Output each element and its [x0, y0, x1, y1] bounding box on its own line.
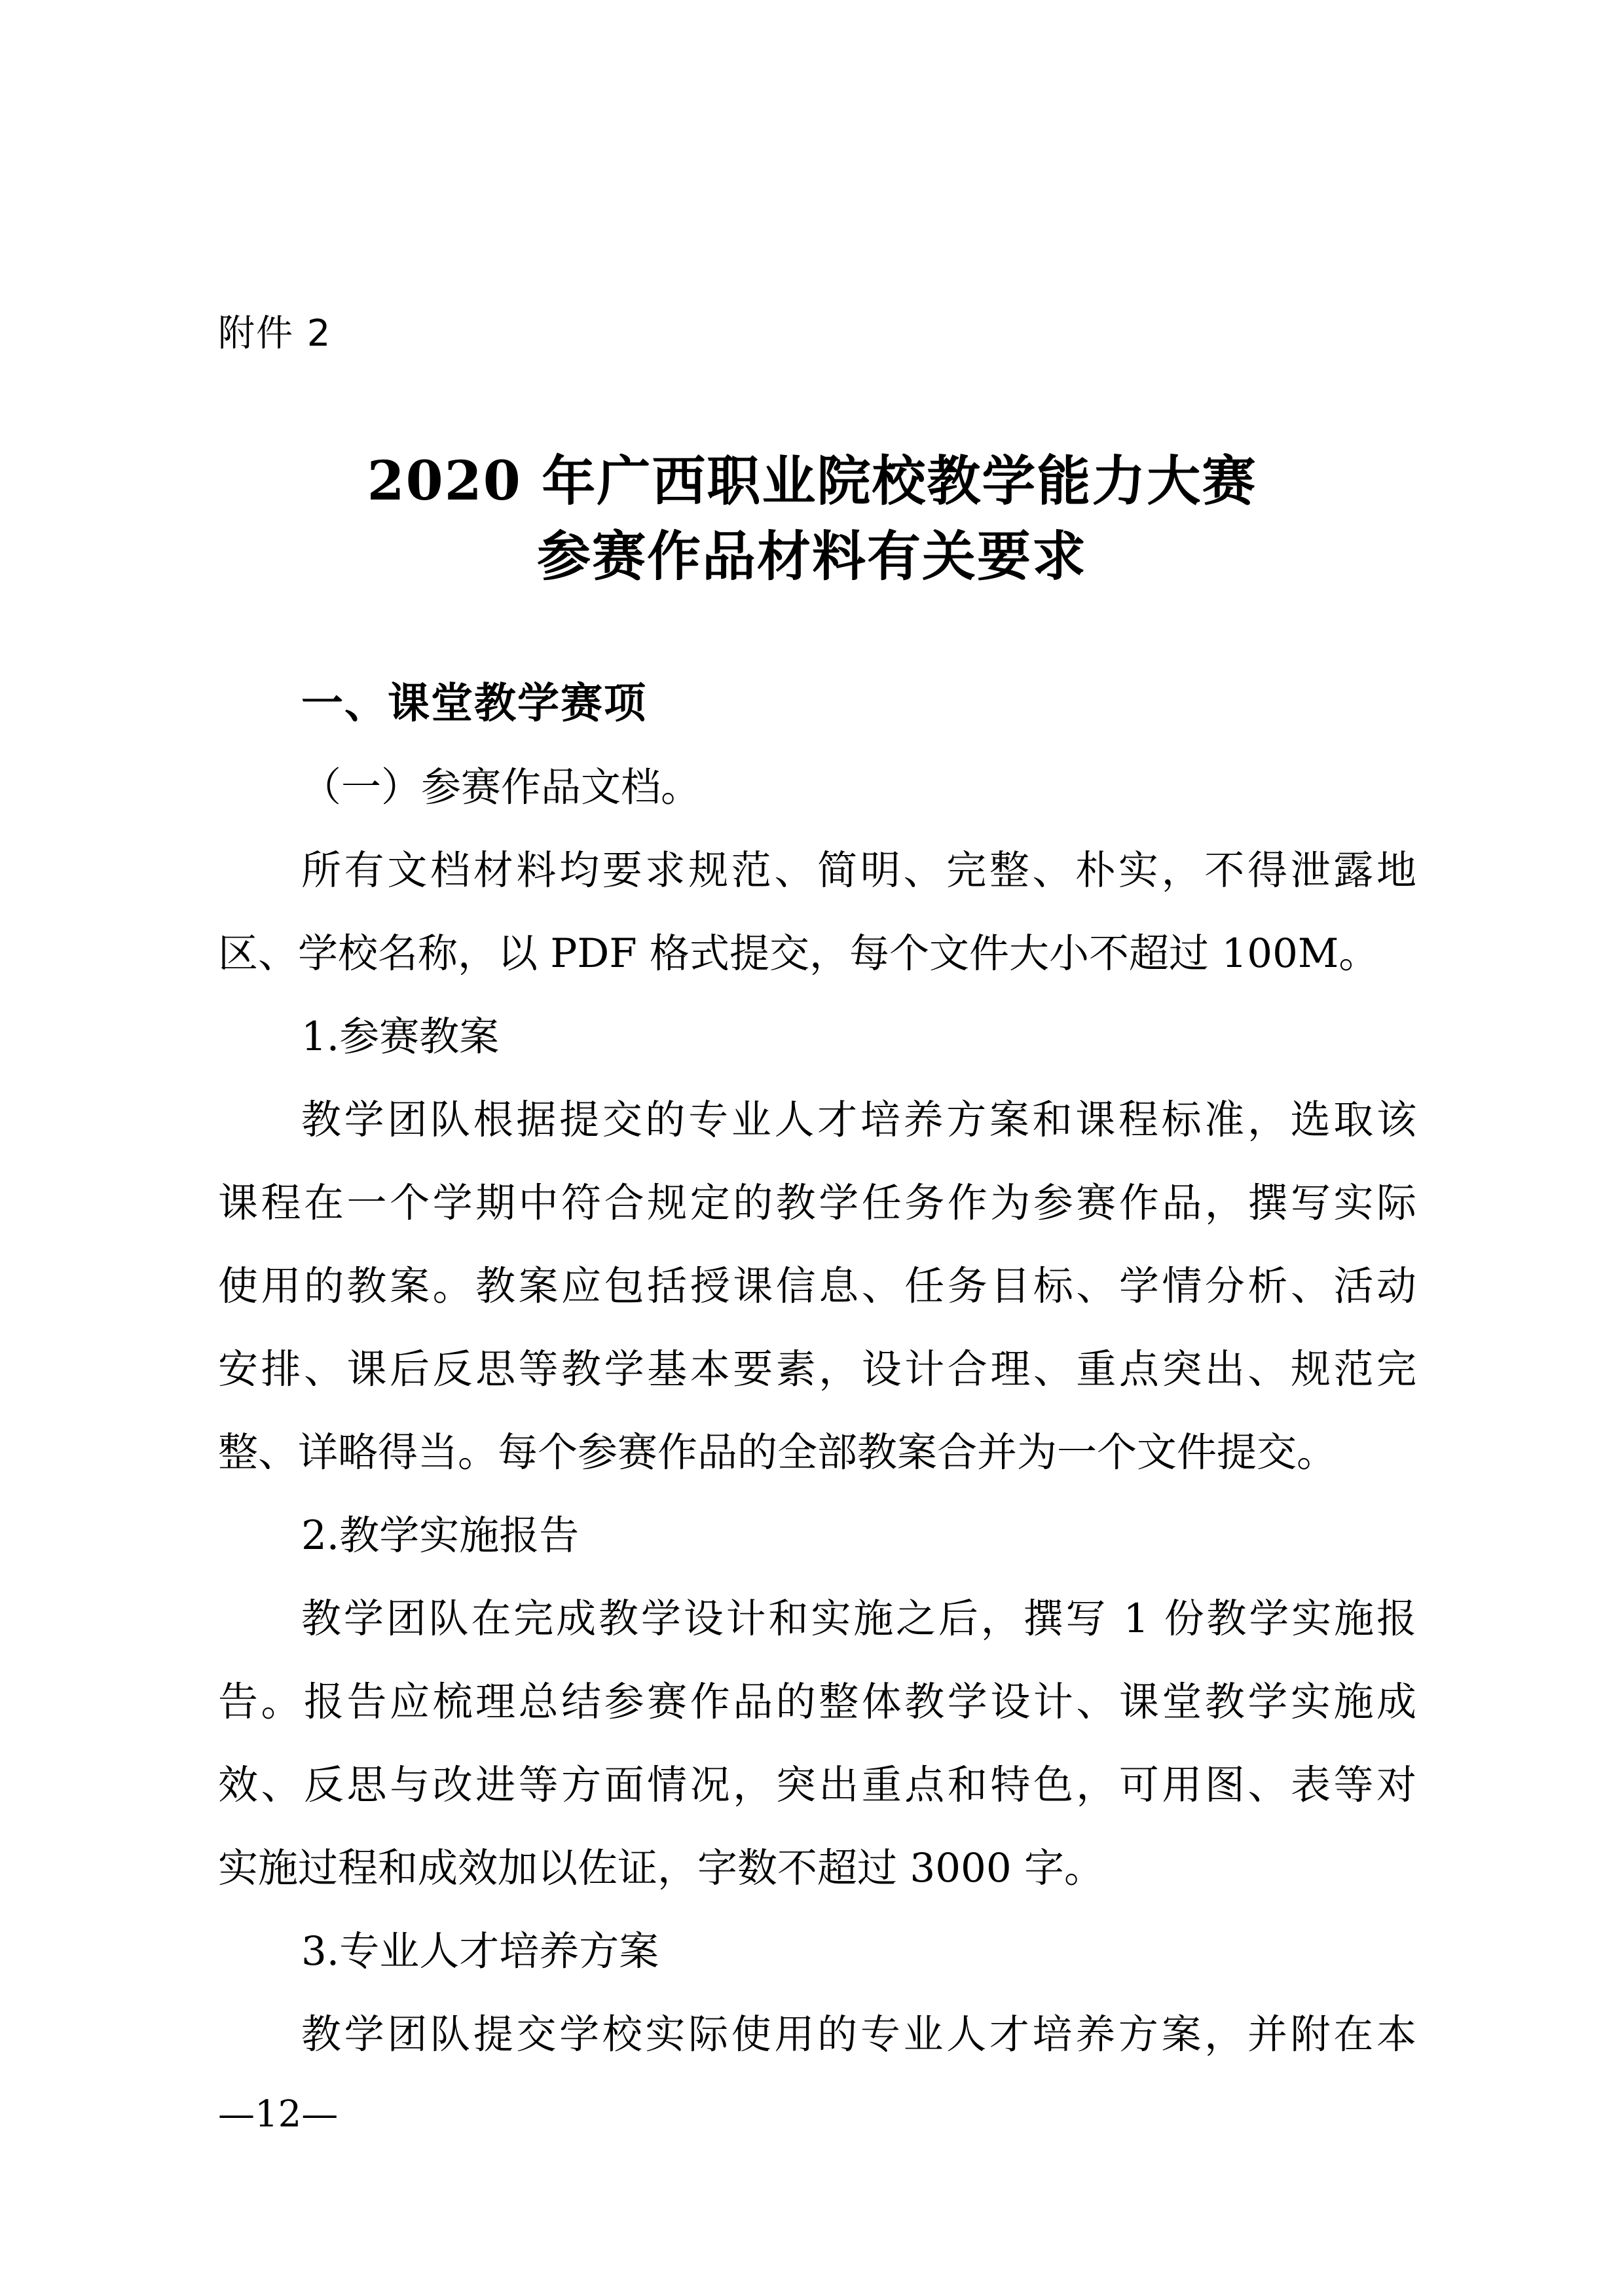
paragraph-line: 教学团队提交学校实际使用的专业人才培养方案，并附在本: [301, 2011, 1416, 2058]
document-title-line-2: 参赛作品材料有关要求: [536, 525, 1087, 588]
subsection-heading: （一）参赛作品文档。: [301, 764, 701, 811]
paragraph-line: 告。报告应梳理总结参赛作品的整体教学设计、课堂教学实施成: [218, 1679, 1416, 1725]
paragraph-line: 教学团队在完成教学设计和实施之后，撰写 1 份教学实施报: [301, 1595, 1416, 1642]
paragraph-line: 区、学校名称，以 PDF 格式提交，每个文件大小不超过 100M。: [218, 930, 1379, 977]
paragraph-line: 课程在一个学期中符合规定的教学任务作为参赛作品，撰写实际: [218, 1180, 1416, 1226]
paragraph-line: 使用的教案。教案应包括授课信息、任务目标、学情分析、活动: [218, 1263, 1416, 1309]
document-title-line-1: 2020 年广西职业院校教学能力大赛: [367, 450, 1257, 513]
paragraph-line: 安排、课后反思等教学基本要素，设计合理、重点突出、规范完: [218, 1346, 1416, 1393]
paragraph-line: 效、反思与改进等方面情况，突出重点和特色，可用图、表等对: [218, 1762, 1416, 1808]
paragraph-line: 教学团队根据提交的专业人才培养方案和课程标准，选取该: [301, 1097, 1416, 1143]
paragraph-line: 所有文档材料均要求规范、简明、完整、朴实，不得泄露地: [301, 847, 1416, 894]
item-heading: 3.专业人才培养方案: [301, 1928, 659, 1975]
paragraph-line: 实施过程和成效加以佐证，字数不超过 3000 字。: [218, 1845, 1105, 1891]
section-heading: 一、课堂教学赛项: [301, 680, 647, 728]
paragraph-line: 整、详略得当。每个参赛作品的全部教案合并为一个文件提交。: [218, 1429, 1337, 1476]
item-heading: 2.教学实施报告: [301, 1512, 580, 1559]
attachment-label: 附件 2: [218, 312, 332, 355]
page-number: —12—: [218, 2093, 339, 2136]
item-heading: 1.参赛教案: [301, 1013, 500, 1060]
